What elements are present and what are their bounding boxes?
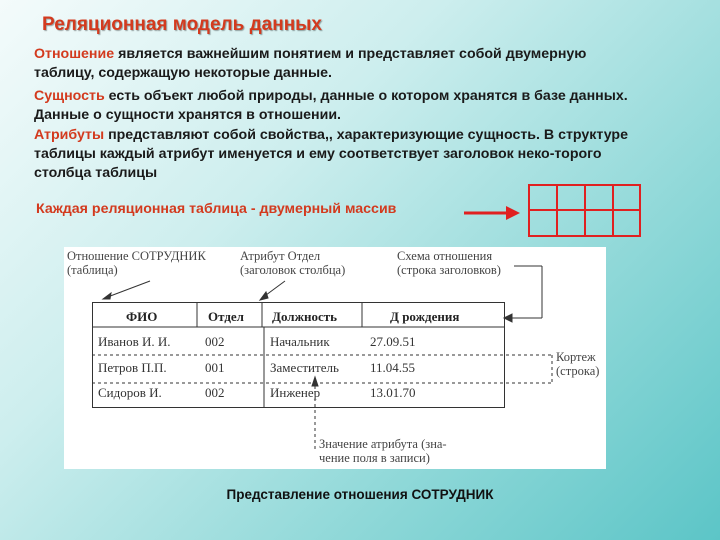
paragraph-text: таблицы каждый атрибут именуется и ему соответствует заголовок неко-торого [34,146,602,162]
table-cell: 002 [205,334,225,349]
paragraph-text: есть объект любой природы, данные о котором хранятся в базе данных. [108,88,628,104]
table-cell: 11.04.55 [370,360,416,375]
table-cell: Петров П.П. [98,360,167,375]
paragraph-text: представляют собой свойства,, характеризующие сущность. В структуре [108,127,628,143]
keyword-entity: Сущность [34,88,105,104]
attribute-label: Атрибут Отдел (заголовок столбца) [240,249,346,277]
column-header: Должность [272,309,338,324]
value-label: Значение атрибута (зна- чение поля в записи) [319,437,447,465]
figure-caption: Представление отношения СОТРУДНИК [226,487,494,502]
column-header: ФИО [126,309,158,324]
schema-label: Схема отношения (строка заголовков) [397,249,501,277]
relation-label: Отношение СОТРУДНИК (таблица) [67,249,206,277]
table-cell: 13.01.70 [370,385,416,400]
paragraph-text: столбца таблицы [34,165,158,181]
table-cell: 001 [205,360,225,375]
array-statement: Каждая реляционная таблица - двумерный массив [36,201,397,217]
table-cell: Иванов И. И. [98,334,171,349]
slide-title: Реляционная модель данных [42,14,322,35]
table-cell: Заместитель [270,360,339,375]
column-header: Отдел [208,309,244,324]
table-cell: Начальник [270,334,330,349]
paragraph-text: является важнейшим понятием и представляет собой двумерную [118,46,587,62]
table-cell: Сидоров И. [98,385,162,400]
keyword-relation: Отношение [34,46,115,62]
keyword-attributes: Атрибуты [34,127,105,143]
table-cell: 002 [205,385,225,400]
paragraph-text: таблицу, содержащую некоторые данные. [34,65,332,81]
tuple-label: Кортеж (строка) [556,350,600,378]
column-header: Д рождения [390,309,460,324]
paragraph-text: Данные о сущности хранятся в отношении. [34,107,341,123]
table-cell: 27.09.51 [370,334,416,349]
table-cell: Инженер [270,385,321,400]
